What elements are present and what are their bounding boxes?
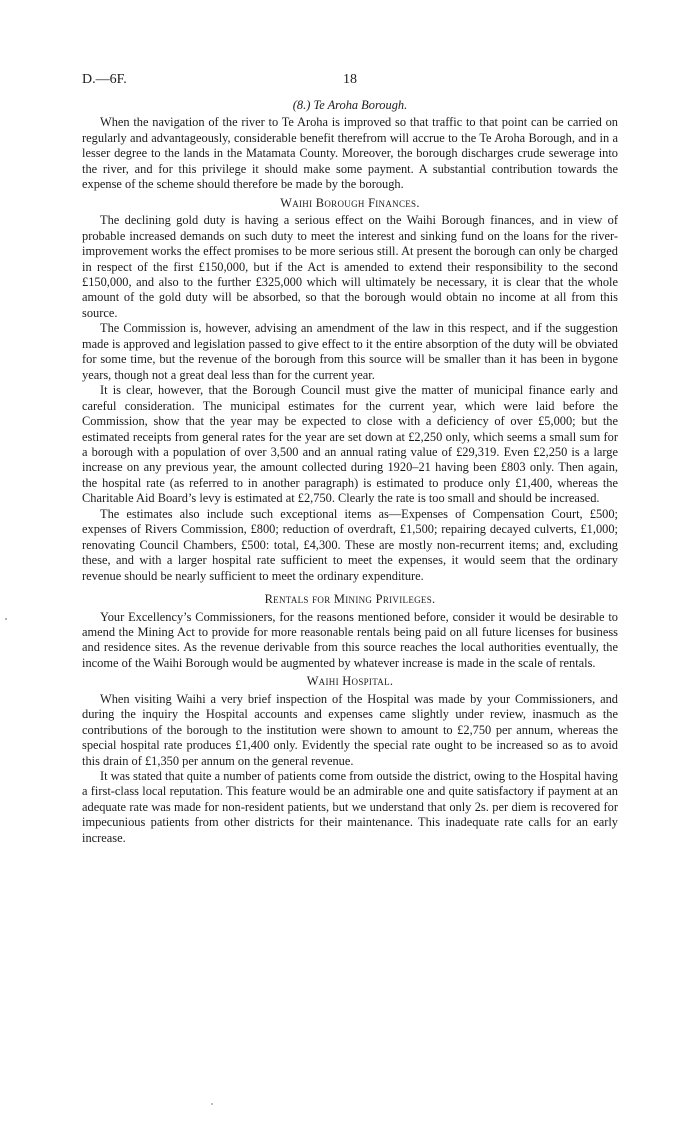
paragraph: It was stated that quite a number of patients come from outside the district, owing to the Hospital having a first-class local reputation. This feature would be an admirable one and quite satisfactory if payment at an adequate rate was made for non-resident patients, but we understand that only 2s. per diem is recovered for impecunious patients from other districts for their maintenance. This inadequate rate calls for an early increase. bbox=[82, 769, 618, 845]
scan-speck bbox=[5, 618, 7, 620]
section-heading-waihi-hospital: Waihi Hospital. bbox=[306, 674, 394, 689]
document-reference: D.—6F. bbox=[82, 72, 127, 87]
section-heading-waihi-finances: Waihi Borough Finances. bbox=[280, 195, 420, 210]
paragraph: The estimates also include such exceptional items as—Expenses of Compensation Court, £500; expenses of Rivers Commission, £800; reduction of overdraft, £1,500; repairing decayed culverts, £1,000; renovating Council Chambers, £500: total, £4,300. These are mostly non-recurrent items; and, excluding these, and with a larger hospital rate sufficient to meet the expenses, it would seem that the ordinary revenue should be nearly sufficient to meet the ordinary expenditure. bbox=[82, 506, 618, 583]
section-heading-mining-rentals: Rentals for Mining Privileges. bbox=[264, 592, 436, 607]
section-heading-te-aroha: (8.) Te Aroha Borough. bbox=[292, 98, 408, 112]
scan-speck bbox=[211, 1103, 213, 1105]
paragraph: It is clear, however, that the Borough Council must give the matter of municipal finance early and careful consideration. The municipal estimates for the current year, which were laid before the Commission, show that the year may be expected to close with a deficiency of over £5,000; but the estimated receipts from general rates for the year are set down at £2,250 only, which seems a small sum for a borough with a population of over 3,500 and an annual rating value of £29,319. Even £2,250 is a large increase on any previous year, the amount collected during 1920–21 having been £803 only. Then again, the hospital rate (as referred to in another paragraph) is estimated to produce only £1,400, whereas the Charitable Aid Board’s levy is estimated at £2,750. Clearly the rate is too small and should be increased. bbox=[82, 383, 618, 506]
paragraph: When the navigation of the river to Te Aroha is improved so that traffic to that point can be carried on regularly and advantageously, considerable benefit therefrom will accrue to the Te Aroha Borough, and in a lesser degree to the lands in the Matamata County. Moreover, the borough discharges crude sewerage into the river, and for this privilege it should make some payment. A substantial contribution towards the expense of the scheme should therefore be made by the borough. bbox=[82, 115, 618, 192]
paragraph: Your Excellency’s Commissioners, for the reasons mentioned before, consider it would be desirable to amend the Mining Act to provide for more reasonable rentals being paid on all future licenses for business and residence sites. As the revenue derivable from this source reaches the local authorities eventually, the income of the Waihi Borough would be augmented by whatever increase is made in the scale of rentals. bbox=[82, 609, 618, 670]
paragraph: The declining gold duty is having a serious effect on the Waihi Borough finances, and in view of probable increased demands on such duty to meet the interest and sinking fund on the loans for the river-improvement works the effect promises to be more serious still. At present the borough can only be charged in respect of the first £150,000, but if the Act is amended to extend their responsibility to the second £150,000, and also to the further £325,000 which will ultimately be necessary, it is clear that the whole amount of the gold duty will be absorbed, so that the borough would obtain no income at all from this source. bbox=[82, 213, 618, 320]
paragraph: The Commission is, however, advising an amendment of the law in this respect, and if the suggestion made is approved and legislation passed to give effect to it the entire absorption of the duty will be obviated for some time, but the revenue of the borough from this source will be smaller than it has been in bygone years, though not a great deal less than for the current year. bbox=[82, 321, 618, 382]
document-body bbox=[82, 97, 618, 846]
page-header bbox=[82, 72, 618, 92]
paragraph: When visiting Waihi a very brief inspection of the Hospital was made by your Commissioners, and during the inquiry the Hospital accounts and expenses came slightly under review, inasmuch as the contributions of the borough to the institution were shown to amount to £2,750 per annum, whereas the special hospital rate produces £1,400 only. Evidently the special rate ought to be increased so as to avoid this drain of £1,350 per annum on the general revenue. bbox=[82, 691, 618, 768]
page-number: 18 bbox=[343, 72, 357, 87]
